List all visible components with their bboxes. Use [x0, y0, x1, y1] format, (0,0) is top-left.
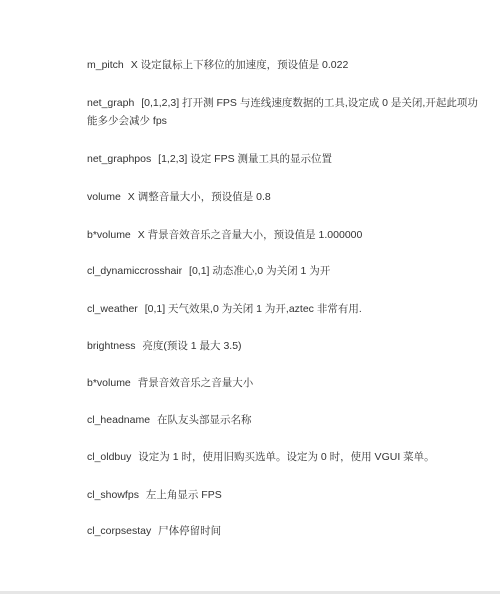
command-name: b*volume: [87, 229, 131, 241]
command-name: net_graphpos: [87, 153, 152, 165]
command-name: cl_dynamiccrosshair: [87, 265, 183, 277]
command-name: cl_corpsestay: [87, 525, 152, 537]
command-description: X 设定鼠标上下移位的加速度，预设值是 0.022: [130, 59, 349, 71]
command-description: 亮度(预设 1 最大 3.5): [142, 340, 242, 352]
command-description: [0,1] 动态准心,0 为关闭 1 为开: [189, 265, 331, 277]
entry-cl-headname: [87, 411, 482, 429]
command-name: cl_oldbuy: [87, 451, 132, 463]
entry-volume: [87, 188, 482, 206]
command-description: [0,1] 天气效果,0 为关闭 1 为开,aztec 非常有用.: [144, 303, 362, 315]
entry-b-volume-2: [87, 374, 482, 392]
command-description: X 调整音量大小，预设值是 0.8: [127, 191, 271, 203]
command-description: [0,1,2,3] 打开测 FPS 与连线速度数据的工具,设定成 0 是关闭,开起此项功能多少会减少 fps: [87, 97, 478, 127]
entry-cl-dynamiccrosshair: [87, 262, 482, 280]
entry-cl-oldbuy: [87, 448, 482, 466]
command-description: 设定为 1 时，使用旧购买选单。设定为 0 时，使用 VGUI 菜单。: [138, 451, 435, 463]
command-name: cl_headname: [87, 414, 151, 426]
entry-m-pitch: [87, 56, 482, 74]
entry-b-volume: [87, 226, 482, 244]
command-name: net_graph: [87, 97, 135, 109]
entry-net-graphpos: [87, 150, 482, 168]
command-description: 在队友头部显示名称: [156, 414, 252, 426]
command-name: m_pitch: [87, 59, 124, 71]
command-name: volume: [87, 191, 121, 203]
entry-cl-corpsestay: [87, 522, 482, 540]
command-description: 尸体停留时间: [158, 525, 222, 537]
command-name: brightness: [87, 340, 136, 352]
command-description: [1,2,3] 设定 FPS 测量工具的显示位置: [158, 153, 333, 165]
command-name: b*volume: [87, 377, 131, 389]
entry-brightness: [87, 337, 482, 355]
entry-net-graph: [87, 94, 482, 130]
entry-cl-showfps: [87, 486, 482, 504]
command-name: cl_showfps: [87, 489, 139, 501]
command-description: 背景音效音乐之音量大小: [137, 377, 254, 389]
command-description: X 背景音效音乐之音量大小，预设值是 1.000000: [137, 229, 363, 241]
entry-cl-weather: [87, 300, 482, 318]
command-description: 左上角显示 FPS: [145, 489, 222, 501]
command-name: cl_weather: [87, 303, 138, 315]
